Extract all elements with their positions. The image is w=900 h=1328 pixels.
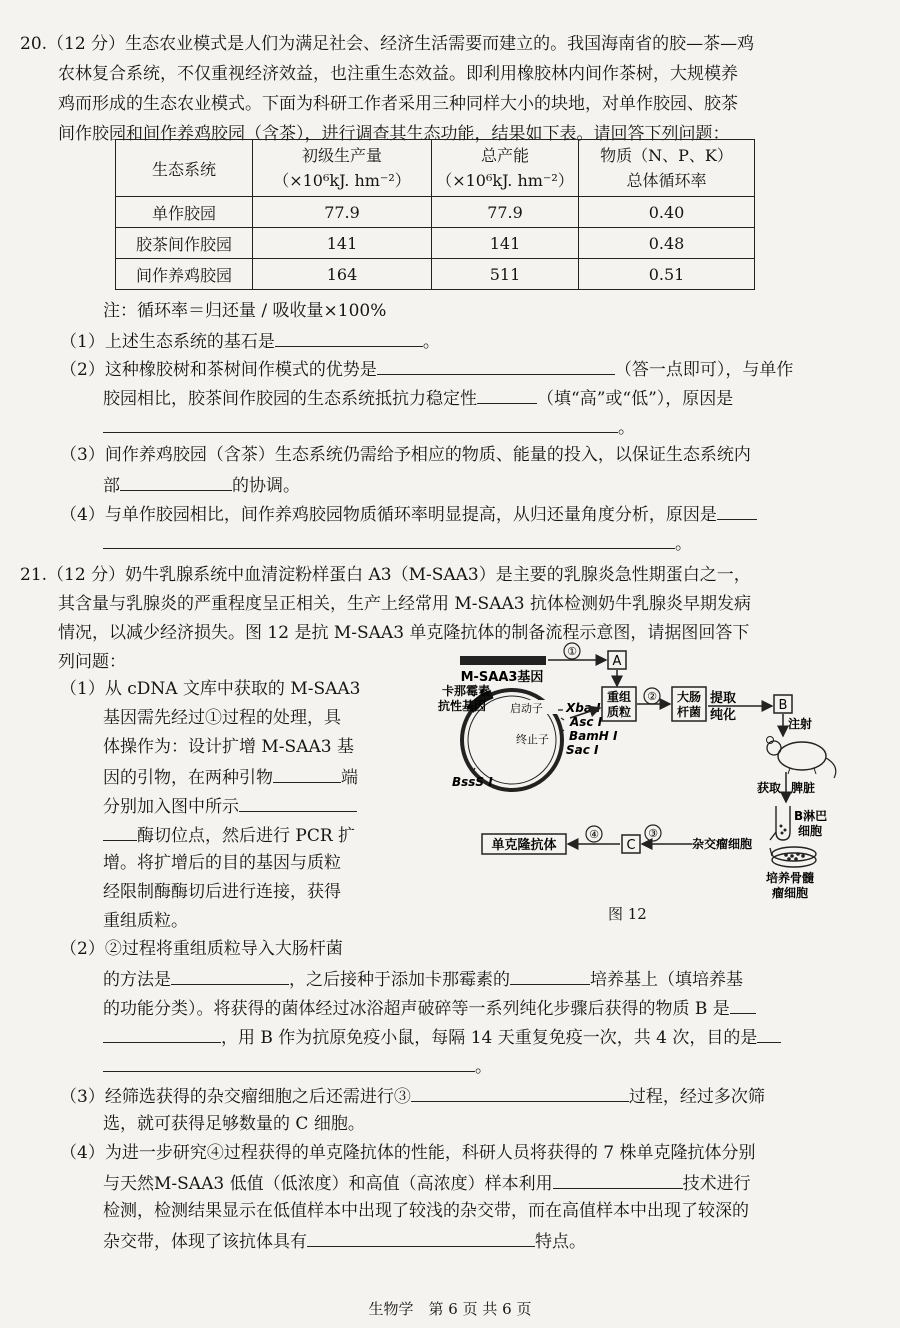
- q21-part2-line5: [103, 1053, 492, 1079]
- q20-part3-line1: （3）间作养鸡胶园（含茶）生态系统仍需给予相应的物质、能量的投入，以保证生态系统内: [60, 445, 751, 465]
- step3-label: ③: [648, 827, 658, 840]
- ecoli-label-2: 杆菌: [676, 705, 702, 719]
- header-total-energy-unit: （×10⁶kJ. hm⁻²）: [436, 171, 574, 190]
- answer-blank[interactable]: [717, 501, 757, 520]
- q21-part4-line3: 检测，检测结果显示在低值样本中出现了较浅的杂交带，而在高值样本中出现了较深的: [103, 1201, 749, 1221]
- answer-blank[interactable]: [411, 1083, 629, 1102]
- q21-part1-text: 酶切位点，然后进行 PCR 扩: [137, 826, 356, 846]
- q21-part3-text: 过程，经过多次筛: [628, 1087, 765, 1107]
- answer-blank[interactable]: [275, 328, 423, 347]
- figure-12-flowchart: [430, 640, 875, 930]
- q21-part4-text: 技术进行: [682, 1174, 751, 1194]
- q21-stem-line-3: 情况，以减少经济损失。图 12 是抗 M-SAA3 单克隆抗体的制备流程示意图，请据图回答下: [58, 623, 750, 643]
- q20-part2-text-d: （填“高”或“低”），原因是: [537, 389, 734, 409]
- spleen-label: 脾脏: [791, 781, 816, 795]
- q20-part2-text-b: （答一点即可），与单作: [614, 360, 794, 380]
- q21-part4-text: 特点。: [535, 1232, 586, 1252]
- answer-blank[interactable]: [103, 1024, 221, 1043]
- q21-part1-line4: [103, 764, 358, 790]
- table-cell: 间作养鸡胶园: [116, 259, 253, 290]
- q21-part2-text: 培养基上（填培养基: [590, 970, 743, 990]
- bcell-label-1: B淋巴: [794, 809, 828, 823]
- table-cell: 0.51: [579, 259, 755, 290]
- promoter-label: 启动子: [510, 702, 543, 715]
- box-a-label: A: [612, 654, 622, 669]
- answer-blank[interactable]: [553, 1170, 683, 1189]
- answer-blank[interactable]: [477, 385, 537, 404]
- site-bsssi: BssS I: [452, 775, 493, 789]
- header-primary-production-unit: （×10⁶kJ. hm⁻²）: [273, 171, 411, 190]
- q21-part2-text: 的方法是: [103, 970, 171, 990]
- table-cell: 0.48: [579, 228, 755, 259]
- table-header-cell: [579, 140, 755, 197]
- table-note: 注：循环率＝归还量 / 吸收量×100%: [103, 301, 387, 321]
- q21-part1-text: 端: [341, 768, 358, 788]
- q20-stem-line-1: 20.（12 分）生态农业模式是人们为满足社会、经济生活需要而建立的。我国海南省的胶—茶—鸡: [20, 34, 755, 54]
- extract-label-1: 提取: [710, 691, 737, 706]
- answer-blank[interactable]: [377, 356, 615, 375]
- kana-label-1: 卡那霉素: [442, 684, 491, 698]
- q20-part1-text: （1）上述生态系统的基石是: [60, 332, 275, 352]
- figure-caption: 图 12: [608, 905, 647, 923]
- table-row: [116, 259, 755, 290]
- q21-part2-line4: [103, 1024, 781, 1050]
- period: 。: [422, 332, 440, 352]
- extract-label-2: 纯化: [710, 708, 737, 723]
- table-cell: 141: [432, 228, 579, 259]
- q21-part4-line4: [103, 1228, 586, 1254]
- ecoli-label-1: 大肠: [676, 690, 702, 704]
- answer-blank[interactable]: [103, 530, 675, 549]
- myeloma-label-2: 瘤细胞: [772, 886, 809, 900]
- answer-blank[interactable]: [103, 822, 137, 841]
- q20-stem-line-2: 农林复合系统，不仅重视经济效益，也注重生态效益。即利用橡胶林内间作茶树，大规模养: [58, 64, 738, 84]
- header-cycling-rate-2: 总体循环率: [626, 171, 707, 190]
- ecosystem-data-table: [115, 139, 755, 290]
- header-total-energy: 总产能: [480, 146, 529, 165]
- table-cell: 77.9: [253, 197, 432, 228]
- site-saci: Sac I: [566, 743, 599, 757]
- q21-stem-line-2: 其含量与乳腺炎的严重程度呈正相关，生产上经常用 M-SAA3 抗体检测奶牛乳腺炎早期发病: [58, 594, 751, 614]
- site-bamhi: BamH I: [569, 729, 618, 743]
- recomb-label-2: 质粒: [606, 705, 632, 719]
- q20-part4-line2: [103, 530, 692, 556]
- q20-part1: [60, 328, 440, 354]
- q20-part2-line1: [60, 356, 793, 382]
- q21-part1-text: 因的引物，在两种引物: [103, 768, 273, 788]
- gene-bar: [460, 656, 546, 665]
- table-cell: 77.9: [432, 197, 579, 228]
- table-cell: 511: [432, 259, 579, 290]
- site-xbai: Xba I: [566, 701, 601, 715]
- answer-blank[interactable]: [307, 1228, 535, 1247]
- q21-part3-line1: [60, 1083, 765, 1109]
- q21-part4-text: 杂交带，体现了该抗体具有: [103, 1232, 307, 1252]
- q20-part2-line2: [103, 385, 733, 411]
- q21-part2-line3: [103, 995, 756, 1021]
- q21-part1-line6: [103, 822, 355, 848]
- q21-stem-line-4: 列问题：: [58, 652, 126, 672]
- q20-part4-line1: [60, 501, 757, 527]
- recomb-label-1: 重组: [606, 690, 632, 704]
- mouse-icon: [767, 737, 836, 779]
- table-cell: 单作胶园: [116, 197, 253, 228]
- step4-label: ④: [589, 828, 599, 841]
- table-header-row: [116, 140, 755, 197]
- q21-part2-text: ，之后接种于添加卡那霉素的: [289, 970, 510, 990]
- answer-blank[interactable]: [120, 472, 232, 491]
- q21-part2-text: ，用 B 作为抗原免疫小鼠，每隔 14 天重复免疫一次，共 4 次，目的是: [221, 1028, 758, 1048]
- bcell-label-2: 细胞: [798, 824, 823, 838]
- terminator-label: 终止子: [516, 733, 549, 746]
- header-ecosystem: 生态系统: [151, 159, 216, 179]
- header-cycling-rate: 物质（N、P、K）: [600, 146, 733, 165]
- mab-label: 单克隆抗体: [491, 838, 557, 853]
- q21-part1-line3: 体操作为：设计扩增 M-SAA3 基: [103, 737, 354, 757]
- table-cell: 胶茶间作胶园: [116, 228, 253, 259]
- header-primary-production: 初级生产量: [301, 146, 382, 165]
- q21-part1-text: 分别加入图中所示: [103, 797, 239, 817]
- period: 。: [475, 1057, 492, 1077]
- q21-part3-line2: 选，就可获得足够数量的 C 细胞。: [103, 1114, 365, 1134]
- q20-part3-text-b: 部: [103, 476, 120, 496]
- box-c-label: C: [626, 838, 636, 853]
- box-b-label: B: [778, 698, 788, 713]
- table-row: [116, 197, 755, 228]
- period: 。: [618, 418, 635, 438]
- q20-stem-line-3: 鸡而形成的生态农业模式。下面为科研工作者采用三种同样大小的块地，对单作胶园、胶茶: [58, 94, 738, 114]
- answer-blank[interactable]: [103, 1053, 475, 1072]
- petri-dish-icon: [772, 847, 816, 867]
- page-footer: 生物学 第 6 页 共 6 页: [368, 1300, 532, 1318]
- site-asci: Asc I: [570, 715, 603, 729]
- answer-blank[interactable]: [273, 764, 341, 783]
- answer-blank[interactable]: [757, 1024, 781, 1043]
- q20-part2-line3: [103, 414, 635, 440]
- q21-part3-text: （3）经筛选获得的杂交瘤细胞之后还需进行③: [60, 1087, 411, 1107]
- q21-part4-line1: （4）为进一步研究④过程获得的单克隆抗体的性能，科研人员将获得的 7 株单克隆抗体分别: [60, 1143, 756, 1163]
- q20-part4-text: （4）与单作胶园相比，间作养鸡胶园物质循环率明显提高，从归还量角度分析，原因是: [60, 505, 717, 525]
- step2-label: ②: [647, 690, 657, 703]
- table-row: [116, 228, 755, 259]
- site-tick: [561, 718, 564, 720]
- q21-part2-text: 的功能分类）。将获得的菌体经过冰浴超声破碎等一系列纯化步骤后获得的物质 B 是: [103, 999, 730, 1019]
- q20-part3-text-c: 的协调。: [232, 476, 300, 496]
- inject-label: 注射: [788, 717, 813, 731]
- answer-blank[interactable]: [239, 793, 357, 812]
- q21-part2-line1: （2）②过程将重组质粒导入大肠杆菌: [60, 939, 343, 959]
- answer-blank[interactable]: [171, 966, 289, 985]
- answer-blank[interactable]: [103, 414, 618, 433]
- table-cell: 164: [253, 259, 432, 290]
- hybridoma-label: 杂交瘤细胞: [692, 837, 753, 851]
- step1-label: ①: [567, 645, 577, 658]
- gene-label: M-SAA3基因: [460, 670, 544, 685]
- table-header-cell: [253, 140, 432, 197]
- q21-part1-line9: 重组质粒。: [103, 911, 188, 931]
- q21-part4-line2: [103, 1170, 751, 1196]
- period: 。: [675, 534, 692, 554]
- myeloma-label-1: 培养骨髓: [766, 871, 815, 885]
- table-header-cell: [116, 140, 253, 197]
- answer-blank[interactable]: [510, 966, 590, 985]
- q20-part2-text-c: 胶园相比，胶茶间作胶园的生态系统抵抗力稳定性: [103, 389, 477, 409]
- q21-part1-line1: （1）从 cDNA 文库中获取的 M-SAA3: [60, 679, 361, 699]
- q21-part2-line2: [103, 966, 743, 992]
- kana-label-2: 抗性基因: [438, 699, 487, 713]
- table-cell: 141: [253, 228, 432, 259]
- obtain-label: 获取: [757, 781, 782, 795]
- q21-stem-line-1: 21.（12 分）奶牛乳腺系统中血清淀粉样蛋白 A3（M-SAA3）是主要的乳腺炎急性期蛋白之一，: [20, 565, 751, 585]
- q20-stem-line-4: 间作胶园和间作养鸡胶园（含茶），进行调查其生态功能，结果如下表。请回答下列问题：: [58, 124, 730, 144]
- q21-part1-line5: [103, 793, 357, 819]
- table-cell: 0.40: [579, 197, 755, 228]
- answer-blank[interactable]: [730, 995, 756, 1014]
- table-header-cell: [432, 140, 579, 197]
- connector: [770, 832, 776, 840]
- q20-part3-line2: [103, 472, 300, 498]
- q21-part1-line2: 基因需先经过①过程的处理，具: [103, 708, 341, 728]
- test-tube-icon: [776, 806, 790, 840]
- q21-part4-text: 与天然M-SAA3 低值（低浓度）和高值（高浓度）样本利用: [103, 1174, 553, 1194]
- q20-part2-text-a: （2）这种橡胶树和茶树间作模式的优势是: [60, 360, 377, 380]
- connector: [770, 848, 772, 856]
- q21-part1-line8: 经限制酶酶切后进行连接，获得: [103, 882, 341, 902]
- q21-part1-line7: 增。将扩增后的目的基因与质粒: [103, 853, 341, 873]
